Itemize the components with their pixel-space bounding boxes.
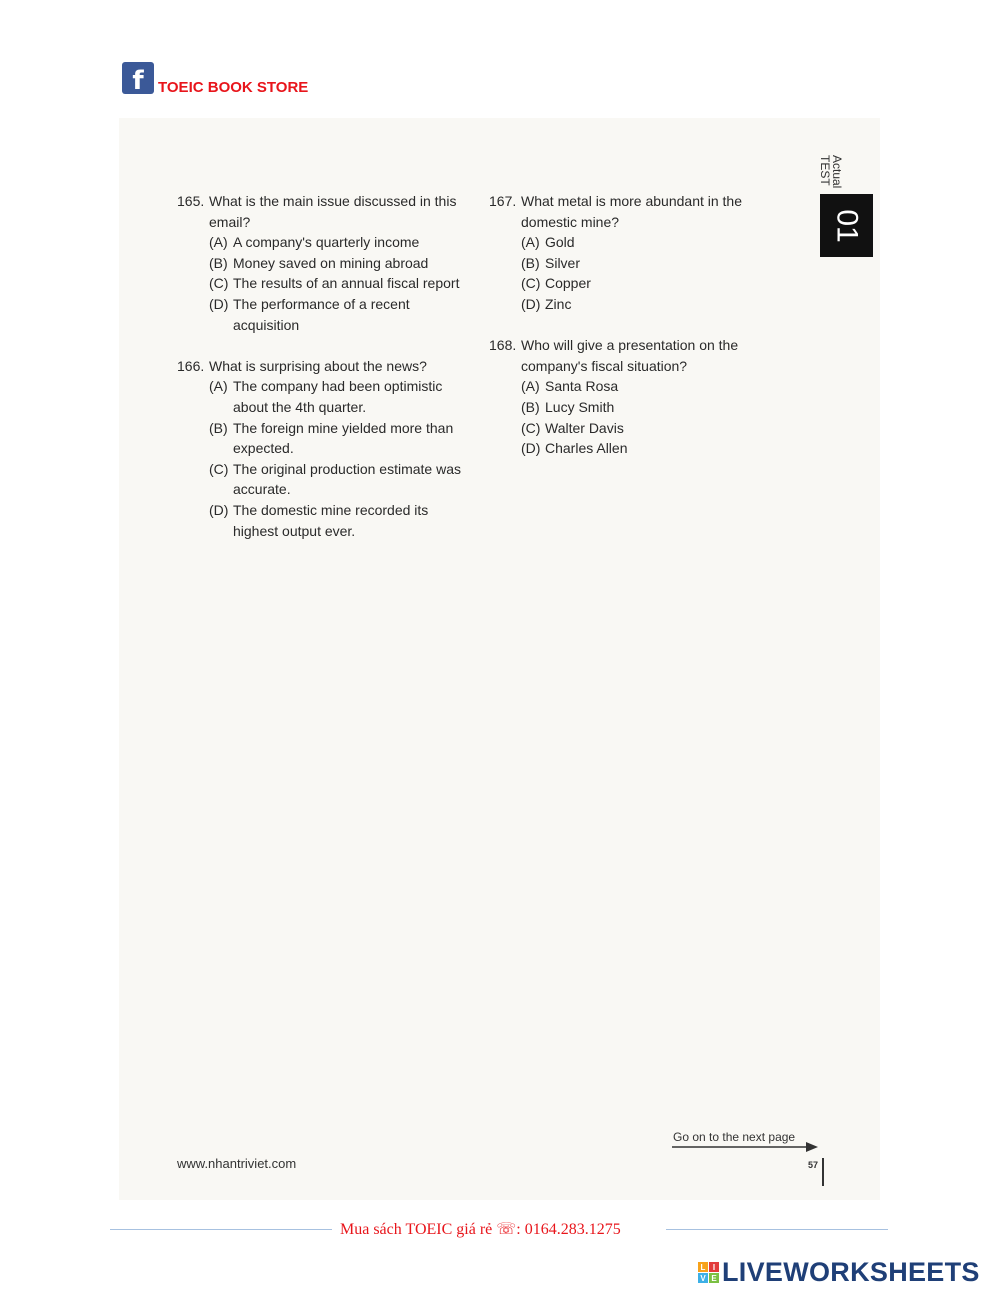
test-number: 01 (830, 208, 864, 243)
footer-divider-left (110, 1229, 332, 1230)
option-letter: (C) (209, 275, 229, 292)
answer-option[interactable] (177, 253, 477, 274)
option-letter: (B) (209, 254, 228, 271)
answer-option[interactable] (177, 232, 477, 253)
option-text: Walter Davis (545, 419, 624, 436)
question-column-right (489, 191, 779, 479)
question (489, 335, 779, 459)
question-number: 165. (177, 193, 205, 209)
question-text: What metal is more abundant in the domestic mine? (521, 193, 743, 230)
footer-divider-right (666, 1229, 888, 1230)
liveworksheets-logo-icon (698, 1262, 719, 1283)
answer-option[interactable] (489, 438, 779, 459)
option-text: The foreign mine yielded more than expected. (233, 419, 454, 457)
question-number: 168. (489, 337, 517, 354)
store-name[interactable]: TOEIC BOOK STORE (158, 79, 309, 96)
header (122, 62, 308, 94)
option-letter: (D) (521, 295, 541, 312)
arrow-right-icon (672, 1141, 822, 1153)
option-text: The original production estimate was accurate. (233, 460, 462, 498)
page-number: 57 (808, 1160, 819, 1170)
answer-option[interactable] (489, 253, 779, 274)
facebook-icon[interactable]: f (122, 62, 154, 94)
question-stem (177, 356, 477, 377)
logo-tile: L (698, 1262, 708, 1272)
question-column-left (177, 191, 477, 562)
option-letter: (D) (521, 440, 541, 457)
answer-option[interactable] (177, 500, 477, 541)
page-number-bar (822, 1158, 824, 1186)
option-letter: (C) (521, 275, 541, 292)
test-number-tab (820, 194, 873, 257)
liveworksheets-logo[interactable] (698, 1257, 980, 1288)
answer-option[interactable] (177, 376, 477, 417)
answer-option[interactable] (489, 397, 779, 418)
option-text: The domestic mine recorded its highest output ever. (233, 501, 429, 539)
answer-option[interactable] (489, 376, 779, 397)
option-text: The results of an annual fiscal report (233, 275, 460, 292)
question-number: 167. (489, 193, 517, 209)
option-text: Santa Rosa (545, 378, 619, 395)
answer-option[interactable] (177, 418, 477, 459)
option-letter: (B) (209, 419, 228, 436)
option-letter: (A) (209, 378, 228, 395)
side-tab-label-line1: Actual (830, 155, 844, 189)
question (489, 191, 779, 315)
question-stem (177, 191, 477, 232)
option-text: Zinc (545, 295, 572, 312)
footer-promo-text: Mua sách TOEIC giá rẻ ☏: 0164.283.1275 (340, 1221, 621, 1238)
option-text: Money saved on mining abroad (233, 254, 429, 271)
answer-option[interactable] (177, 294, 477, 335)
option-text: Charles Allen (545, 440, 628, 457)
question-stem (489, 191, 779, 232)
logo-tile: E (709, 1273, 719, 1283)
question-text: What is the main issue discussed in this email? (209, 193, 457, 230)
question (177, 191, 477, 335)
option-text: Lucy Smith (545, 398, 615, 415)
question (177, 356, 477, 541)
side-tab-label-line2: TEST (818, 155, 832, 186)
logo-tile: I (709, 1262, 719, 1272)
answer-option[interactable] (177, 459, 477, 500)
option-letter: (A) (521, 378, 540, 395)
question-text: What is surprising about the news? (209, 357, 427, 374)
option-text: Copper (545, 275, 591, 292)
option-letter: (A) (521, 234, 540, 251)
option-letter: (D) (209, 501, 229, 518)
website-url: www.nhantriviet.com (177, 1156, 297, 1171)
option-text: A company's quarterly income (233, 234, 420, 251)
option-text: Silver (545, 254, 581, 271)
option-text: Gold (545, 234, 575, 251)
option-letter: (B) (521, 398, 540, 415)
option-letter: (B) (521, 254, 540, 271)
question-text: Who will give a presentation on the company's fiscal situation? (521, 337, 739, 374)
option-letter: (C) (521, 419, 541, 436)
option-text: The company had been optimistic about the 4th quarter. (233, 378, 443, 415)
option-text: The performance of a recent acquisition (233, 295, 410, 333)
question-stem (489, 335, 779, 376)
answer-option[interactable] (489, 294, 779, 315)
next-page-label: Go on to the next page (673, 1130, 796, 1144)
option-letter: (A) (209, 234, 228, 251)
answer-option[interactable] (489, 232, 779, 253)
option-letter: (C) (209, 460, 229, 477)
option-letter: (D) (209, 295, 229, 312)
logo-tile: V (698, 1273, 708, 1283)
answer-option[interactable] (489, 273, 779, 294)
liveworksheets-brand: LIVEWORKSHEETS (722, 1257, 980, 1287)
answer-option[interactable] (489, 418, 779, 439)
answer-option[interactable] (177, 273, 477, 294)
question-number: 166. (177, 357, 205, 374)
